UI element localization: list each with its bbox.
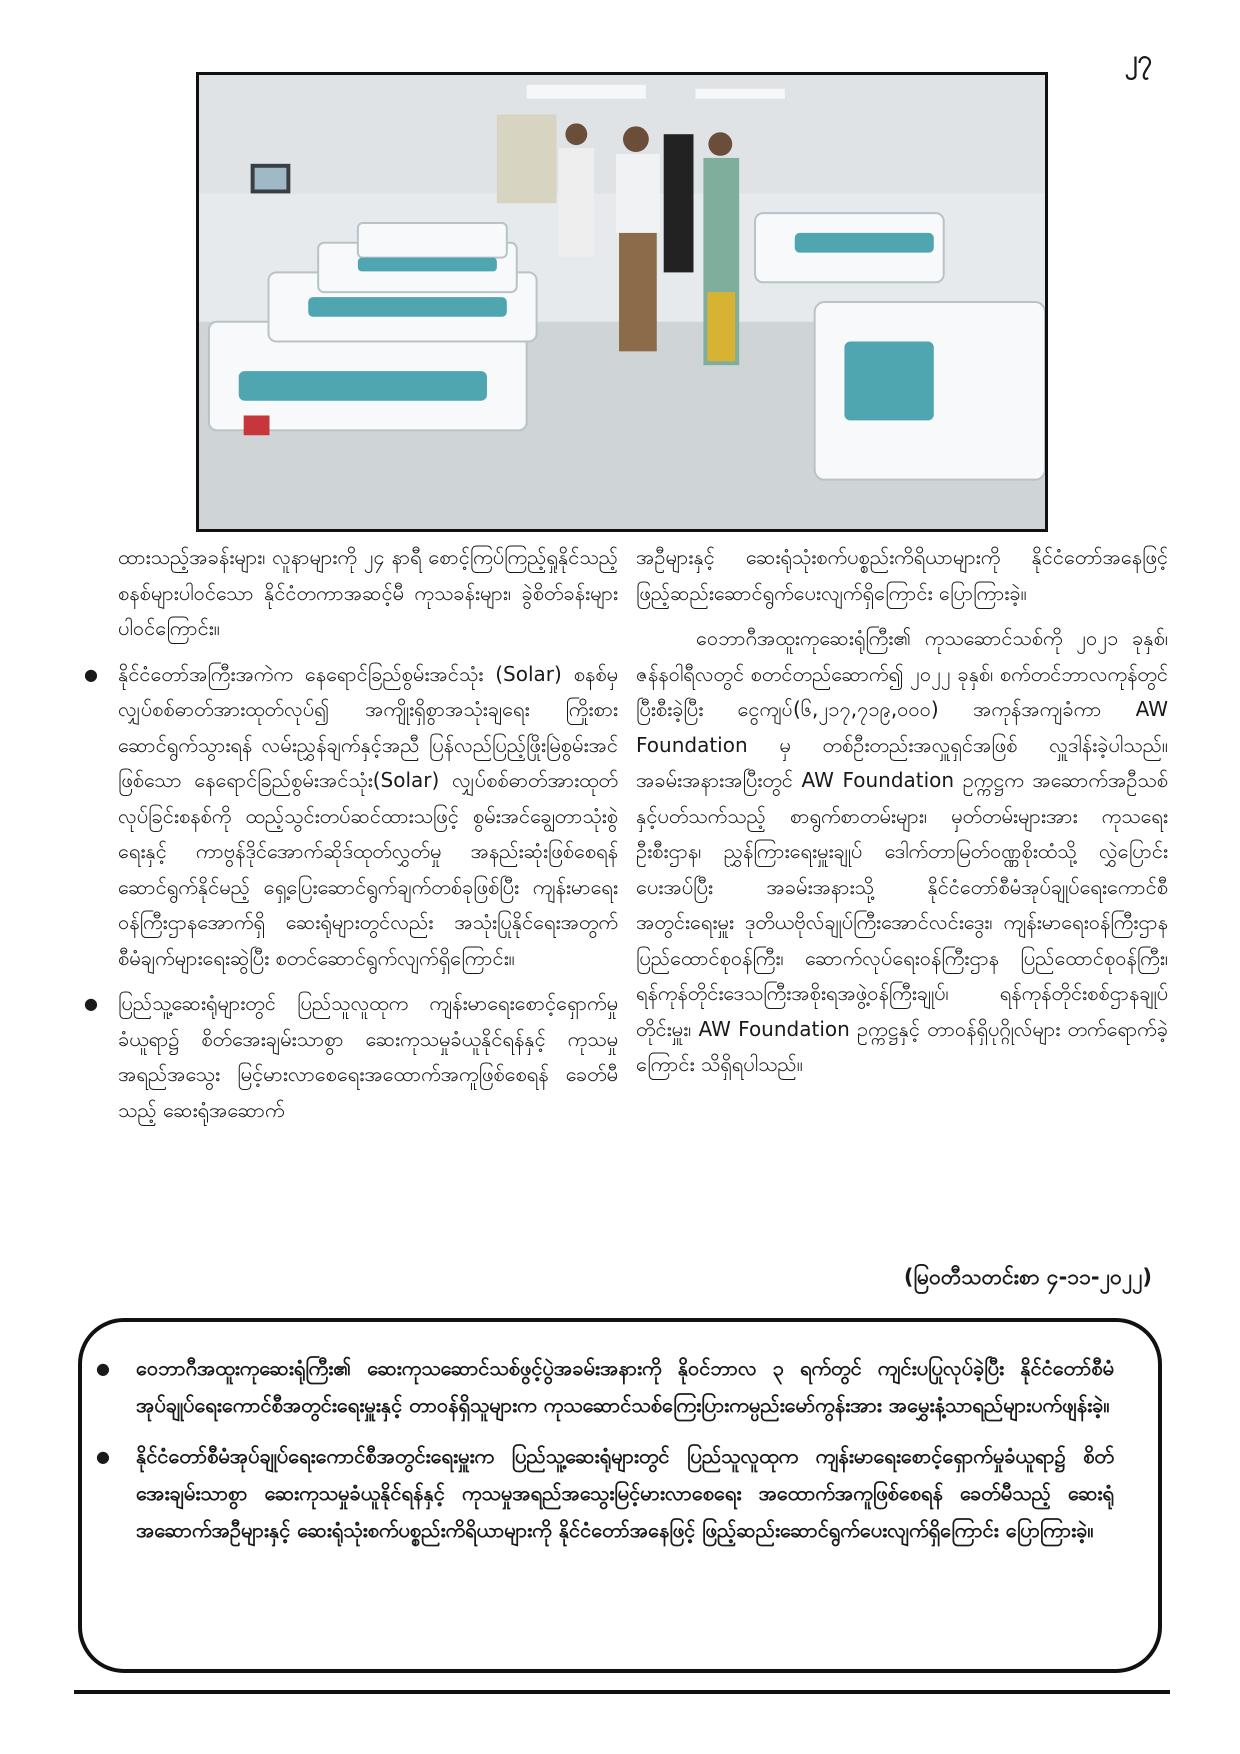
left-bullet-solar: ● နိုင်ငံတော်အကြီးအကဲက နေရောင်ခြည်စွမ်းအင်သုံး (Solar) စနစ်မှ လျှပ်စစ်ဓာတ်အားထုတ်လုပ်၍ အကျိုးရှိစွာအသုံးချရေး ကြိုးစားဆောင်ရွက်သွားရန် လမ်းညွှန်ချက်နှင့်အညီ ပြန်လည်ပြည့်ဖြိုးမြဲစွမ်းအင်ဖြစ်သော နေရောင်ခြည်စွမ်းအင်သုံး(Solar) လျှပ်စစ်ဓာတ်အားထုတ်လုပ်ခြင်းစနစ်ကို ထည့်သွင်းတပ်ဆင်ထားသဖြင့် စွမ်းအင်ချွေတာသုံးစွဲရေးနှင့် ကာဗွန်ဒိုင်အောက်ဆိုဒ်ထုတ်လွှတ်မှု အနည်းဆုံးဖြစ်စေရန် ဆောင်ရွက်နိုင်မည့် ရှေ့ပြေးဆောင်ရွက်ချက်တစ်ခုဖြစ်ပြီး ကျန်းမာရေးဝန်ကြီးဌာနအောက်ရှိ ဆေးရုံများတွင်လည်း အသုံးပြုနိုင်ရေးအတွက် စီမံချက်များရေးဆွဲပြီး စတင်ဆောင်ရွက်လျက်ရှိကြောင်း။ [118, 657, 618, 977]
source-citation: (မြဝတီသတင်းစာ ၄-၁၁-၂၀၂၂) [903, 1265, 1152, 1289]
bottom-divider [74, 1690, 1170, 1694]
left-article-column [118, 540, 618, 1138]
summary-item: ● နိုင်ငံတော်စီမံအုပ်ချုပ်ရေးကောင်စီအတွင်းရေးမှူးက ပြည်သူ့ဆေးရုံများတွင် ပြည်သူလူထုက ကျန်းမာရေးစောင့်ရှောက်မှုခံယူရာ၌ စိတ်အေးချမ်းသာစွာ ဆေးကုသမှုခံယူနိုင်ရန်နှင့် ကုသမှုအရည်အသွေးမြင့်မားလာစေရေး အထောက်အကူဖြစ်စေရန် ခေတ်မီသည့် ဆေးရုံအဆောက်အဦများနှင့် ဆေးရုံသုံးစက်ပစ္စည်းကိရိယာများကို နိုင်ငံတော်အနေဖြင့် ဖြည့်ဆည်းဆောင်ရွက်ပေးလျက်ရှိကြောင်း ပြောကြားခဲ့။ [136, 1438, 1114, 1549]
summary-box [78, 1318, 1162, 1673]
summary-list [136, 1350, 1114, 1549]
right-article-column [636, 540, 1168, 1093]
hospital-ward-photo [196, 72, 1048, 532]
hospital-ward-illustration [199, 75, 1045, 529]
right-paragraph-construction: ဝေဘာဂီအထူးကုဆေးရုံကြီး၏ ကုသဆောင်သစ်ကို ၂၀၂၁ ခုနှစ်၊ ဇန်နဝါရီလတွင် စတင်တည်ဆောက်၍ ၂၀၂၂ ခုနှစ်၊ စက်တင်ဘာလကုန်တွင် ပြီးစီးခဲ့ပြီး ငွေကျပ်(၆,၂၁၇,၇၁၉,၀၀၀) အကုန်အကျခံကာ AW Foundation မှ တစ်ဦးတည်းအလှူရှင်အဖြစ် လှူဒါန်းခဲ့ပါသည်။ အခမ်းအနားအပြီးတွင် AW Foundation ဥက္ကဋ္ဌက အဆောက်အဦသစ်နှင့်ပတ်သက်သည့် စာရွက်စာတမ်းများ၊ မှတ်တမ်းများအား ကုသရေးဦးစီးဌာန၊ ညွှန်ကြားရေးမှူးချုပ် ဒေါက်တာမြတ်ဝဏ္ဏစိုးထံသို့ လွှဲပြောင်းပေးအပ်ပြီး အခမ်းအနားသို့ နိုင်ငံတော်စီမံအုပ်ချုပ်ရေးကောင်စီအတွင်းရေးမှူး ဒုတိယဗိုလ်ချုပ်ကြီးအောင်လင်းဒွေး၊ ကျန်းမာရေးဝန်ကြီးဌာန ပြည်ထောင်စုဝန်ကြီး၊ ဆောက်လုပ်ရေးဝန်ကြီးဌာန ပြည်ထောင်စုဝန်ကြီး၊ ရန်ကုန်တိုင်းဒေသကြီးအစိုးရအဖွဲ့ဝန်ကြီးချုပ်၊ ရန်ကုန်တိုင်းစစ်ဌာနချုပ်တိုင်းမှူး၊ AW Foundation ဥက္ကဋ္ဌနှင့် တာဝန်ရှိပုဂ္ဂိုလ်များ တက်ရောက်ခဲ့ကြောင်း သိရှိရပါသည်။ [636, 626, 1168, 1076]
left-bullet-hospitals: ● ပြည်သူ့ဆေးရုံများတွင် ပြည်သူလူထုက ကျန်းမာရေးစောင့်ရှောက်မှုခံယူရာ၌ စိတ်အေးချမ်းသာစွာ ဆေးကုသမှုခံယူနိုင်ရန်နှင့် ကုသမှုအရည်အသွေး မြင့်မားလာစေရေးအထောက်အကူဖြစ်စေရန် ခေတ်မီသည့် ဆေးရုံအဆောက် [118, 986, 618, 1128]
page-number: ၂၇ [1124, 45, 1152, 75]
left-paragraph: ထားသည့်အခန်းများ၊ လူနာများကို ၂၄ နာရီ စောင့်ကြပ်ကြည့်ရှုနိုင်သည့် စနစ်များပါဝင်သော နိုင်ငံတကာအဆင့်မီ ကုသခန်းများ၊ ခွဲစိတ်ခန်းများပါဝင်ကြောင်း။ [118, 545, 618, 640]
summary-item: ● ဝေဘာဂီအထူးကုဆေးရုံကြီး၏ ဆေးကုသဆောင်သစ်ဖွင့်ပွဲအခမ်းအနားကို နိုဝင်ဘာလ ၃ ရက်တွင် ကျင်းပပြုလုပ်ခဲ့ပြီး နိုင်ငံတော်စီမံအုပ်ချုပ်ရေးကောင်စီအတွင်းရေးမှူးနှင့် တာဝန်ရှိသူများက ကုသဆောင်သစ်ကြေးပြားကမ္ပည်းမော်ကွန်းအား အမွှေးနံ့သာရည်များပက်ဖျန်းခဲ့။ [136, 1350, 1114, 1424]
right-paragraph-continued: အဦများနှင့် ဆေးရုံသုံးစက်ပစ္စည်းကိရိယာများကို နိုင်ငံတော်အနေဖြင့် ဖြည့်ဆည်းဆောင်ရွက်ပေးလျက်ရှိကြောင်း ပြောကြားခဲ့။ [636, 545, 1168, 605]
